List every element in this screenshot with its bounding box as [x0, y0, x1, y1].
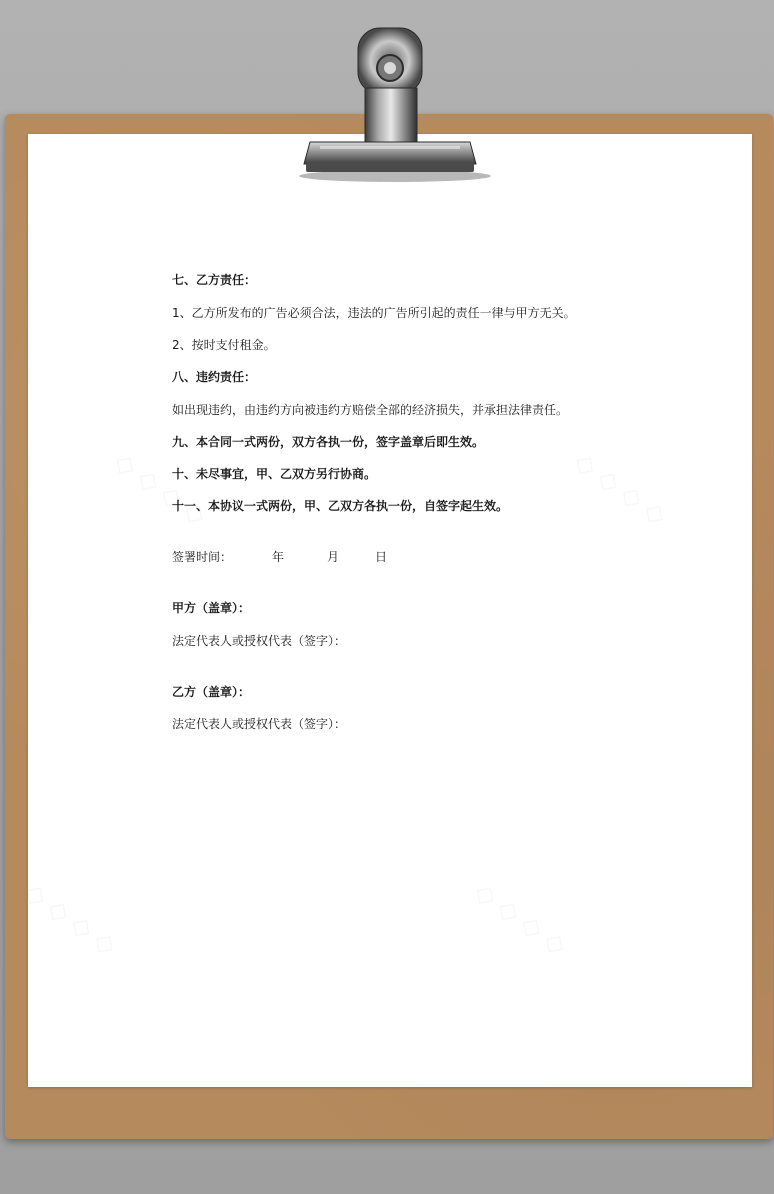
sign-date-row [172, 549, 472, 565]
sign-date-year: 年 [272, 550, 285, 564]
section-heading-breach: 八、违约责任： [172, 370, 257, 384]
paragraph-breach-compensation: 如出现违约，由违约方向被违约方赔偿全部的经济损失，并承担法律责任。 [172, 403, 569, 417]
paragraph-effective: 十一、本协议一式两份，甲、乙双方各执一份，自签字起生效。 [172, 499, 509, 513]
watermark: ◇ ◇ ◇ ◇ [108, 446, 212, 532]
party-a-representative: 法定代表人或授权代表（签字）： [172, 634, 347, 648]
paragraph-pay-rent: 2、按时支付租金。 [172, 338, 276, 352]
party-b-title: 乙方（盖章）： [172, 685, 251, 699]
section-heading-party-b-duties: 七、乙方责任： [172, 273, 257, 287]
sign-date-day: 日 [375, 550, 388, 564]
watermark: ◇ ◇ ◇ ◇ [468, 876, 572, 962]
party-b-representative: 法定代表人或授权代表（签字）： [172, 717, 347, 731]
paragraph-negotiation: 十、未尽事宜，甲、乙双方另行协商。 [172, 467, 377, 481]
paper-sheet [18, 134, 752, 1087]
paragraph-copies: 九、本合同一式两份，双方各执一份，签字盖章后即生效。 [172, 435, 485, 449]
sign-date-label: 签署时间： [172, 550, 233, 564]
sign-date-month: 月 [327, 550, 340, 564]
paragraph-legal-ads: 1、乙方所发布的广告必须合法，违法的广告所引起的责任一律与甲方无关。 [172, 306, 576, 320]
watermark: ◇ ◇ ◇ ◇ [568, 446, 672, 532]
party-a-title: 甲方（盖章）： [172, 601, 251, 615]
watermark: ◇ ◇ ◇ ◇ [18, 876, 122, 962]
